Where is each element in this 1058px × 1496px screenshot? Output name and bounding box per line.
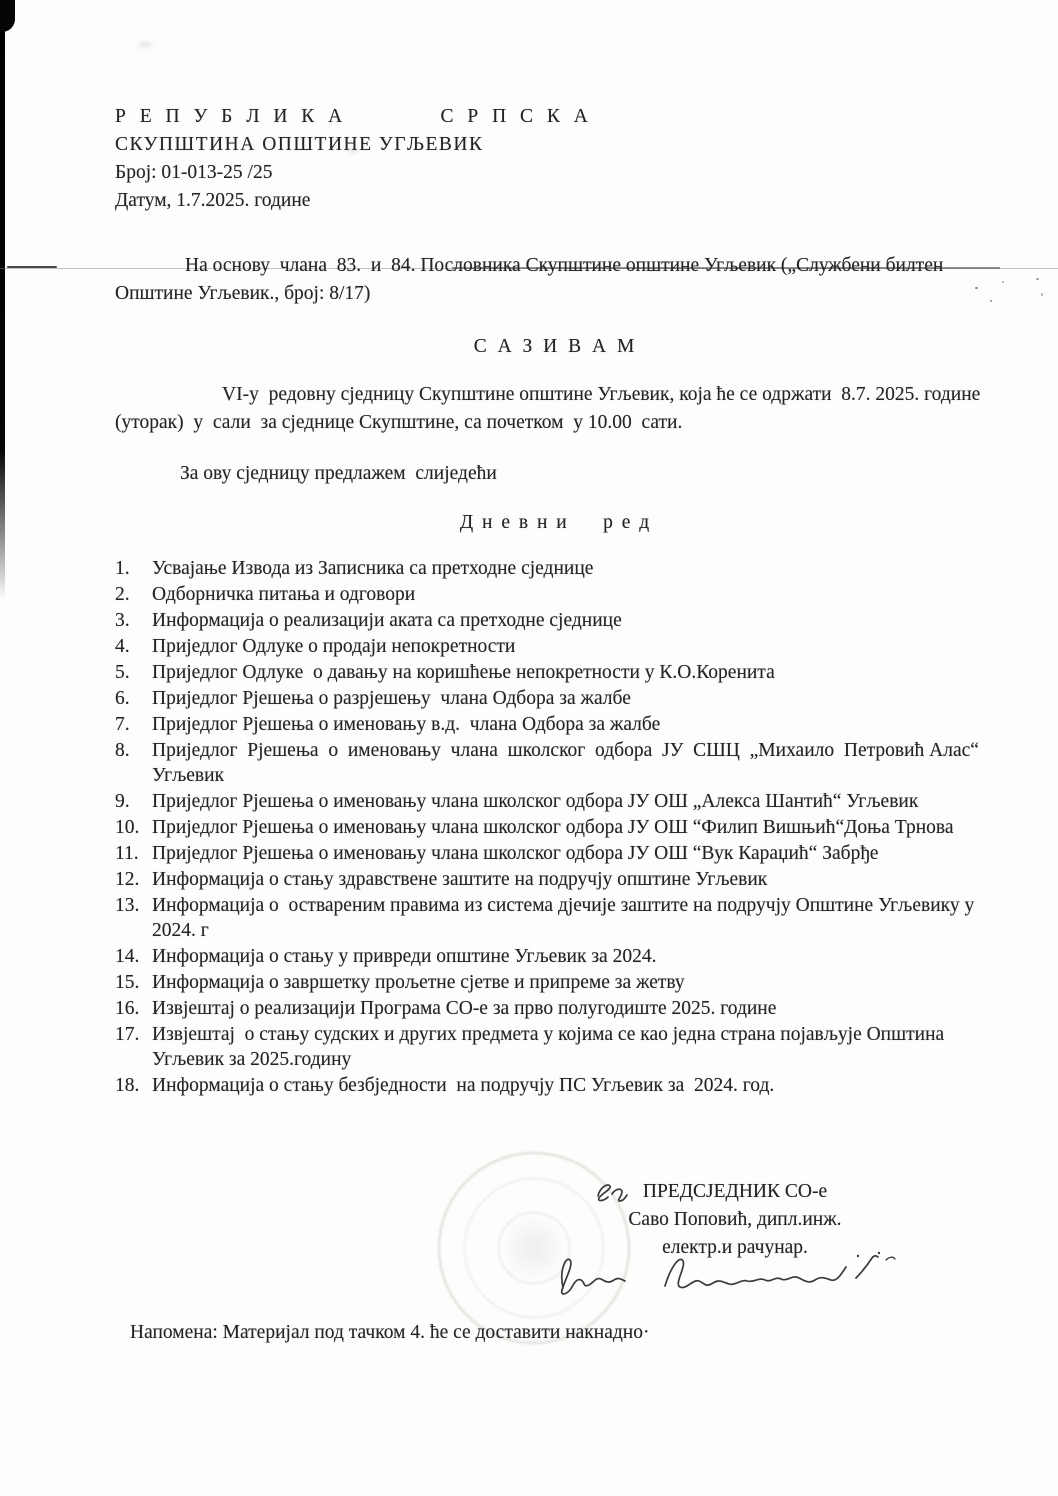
letterhead-number: Број: 01-013-25 /25 xyxy=(115,162,273,183)
agenda-item: Информација о стању здравствене заштите на подручју општине Угљевик xyxy=(152,869,768,890)
signature-title: ПРЕДСЈЕДНИК СО-е xyxy=(642,1181,828,1202)
convocation-title: С А З И В А М xyxy=(473,336,638,357)
agenda-item: Извјештај о реализацији Програма СО-е за прво полугодиште 2025. године xyxy=(152,998,777,1019)
agenda-item: Информација о завршетку прољетне сјетве и припреме за жетву xyxy=(152,972,685,993)
signature-scrawl xyxy=(553,1250,898,1309)
agenda-item: Приједлог Рјешења о именовању члана школског одбора ЈУ СШЦ „Михаило Петровић Алас“ Угљевик xyxy=(152,740,984,786)
proposal-line: За ову сједницу предлажем слиједећи xyxy=(180,462,497,484)
footnote: Напомена: Материјал под тачком 4. ће се доставити накнадно· xyxy=(130,1322,650,1343)
legal-basis-paragraph: На основу члана 83. и 84. Пословника Скупштине општине Угљевик („Службени билтен Општине Угљевик., број: 8/17) xyxy=(115,255,949,304)
agenda-item: Одборничка питања и одговори xyxy=(152,584,416,605)
agenda-item: Информација о реализацији аката са претходне сједнице xyxy=(152,610,622,631)
agenda-item: Приједлог Одлуке о продаји непокретности xyxy=(152,636,516,657)
agenda-item: Усвајање Извода из Записника са претходне сједнице xyxy=(152,558,594,579)
agenda-item: Информација о оствареним правима из система дјечије заштите на подручју Општине Угљевику у 2024. г xyxy=(152,895,980,941)
letterhead xyxy=(115,103,996,215)
agenda-item: Приједлог Рјешења о разрјешењу члана Одбора за жалбе xyxy=(152,688,631,709)
signature-icon xyxy=(553,1250,898,1304)
agenda-item: Извјештај о стању судских и других предмета у којима се као једна страна појављује Општина Угљевик за 2025.годину xyxy=(152,1024,950,1070)
signature-profession: електр.и рачунар. xyxy=(662,1237,808,1258)
agenda-title: Д н е в н и р е д xyxy=(459,511,652,533)
agenda-item: Приједлог Рјешења о именовању члана школског одбора ЈУ ОШ “Вук Караџић“ Забрђе xyxy=(152,843,879,864)
signature-name: Саво Поповић, дипл.инж. xyxy=(628,1209,842,1230)
letterhead-date: Датум, 1.7.2025. године xyxy=(115,190,311,211)
session-details-paragraph: VI-у редовну сједницу Скупштине општине Угљевик, која ће се одржати 8.7. 2025. године (уторак) у сали за сједнице Скупштине, са почетком у 10.00 сати. xyxy=(115,383,991,433)
letterhead-assembly: СКУПШТИНА ОПШТИНЕ УГЉЕВИК xyxy=(115,134,484,155)
agenda-item: Приједлог Рјешења о именовању члана школског одбора ЈУ ОШ “Филип Вишњић“Доња Трнова xyxy=(152,817,954,838)
letterhead-republic: Р Е П У Б Л И К А С Р П С К А xyxy=(115,106,593,127)
agenda-list xyxy=(115,556,996,1098)
agenda-item: Информација о стању у привреди општине Угљевик за 2024. xyxy=(152,946,657,967)
agenda-item: Приједлог Рјешења о именовању члана школског одбора ЈУ ОШ „Алекса Шантић“ Угљевик xyxy=(152,791,919,812)
agenda-item: Приједлог Рјешења о именовању в.д. члана Одбора за жалбе xyxy=(152,714,661,735)
agenda-item: Приједлог Одлуке о давању на коришћење непокретности у К.О.Коренита xyxy=(152,662,775,683)
agenda-item: Информација о стању безбједности на подручју ПС Угљевик за 2024. год. xyxy=(152,1075,775,1096)
